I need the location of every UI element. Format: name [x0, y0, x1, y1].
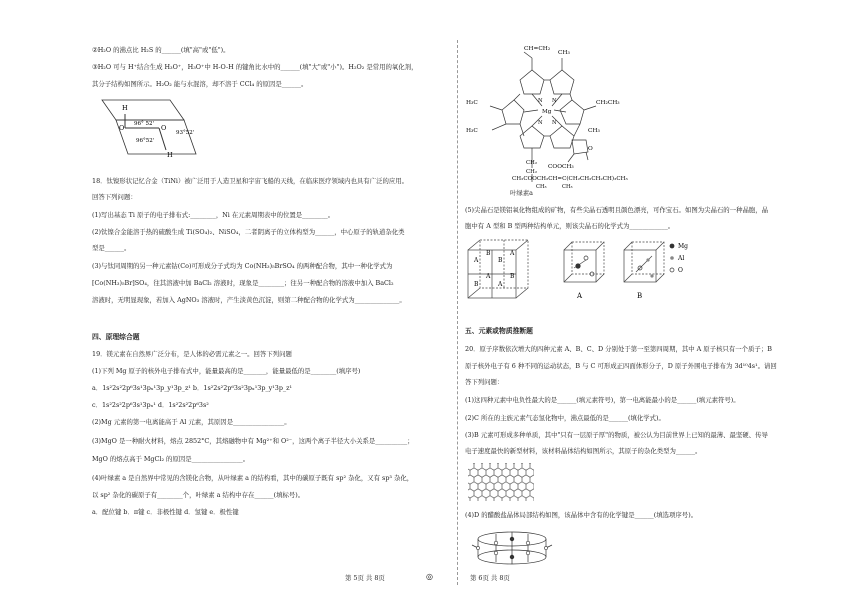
legend-mg-label: Mg	[678, 243, 688, 250]
chl-label-h3c-left: H₃C	[466, 100, 478, 106]
chl-label-ch3-right: CH₃	[588, 128, 600, 134]
chl-label-n1: N	[538, 98, 543, 104]
copper-acetate-structure-figure	[466, 525, 558, 571]
spinel-cell-label-6: A	[498, 281, 503, 288]
spinel-cell-label-3: B	[498, 257, 503, 264]
section-5-heading: 五、元素或物质推断题	[465, 327, 533, 335]
h2o2-angle-bottom: 96°52'	[136, 138, 155, 144]
spinel-b-al-atom	[646, 258, 649, 261]
q18-2a: (2)钛镍合金能溶于热的硫酸生成 Ti(SO₄)₂、NiSO₄，二者阴离子的立体构型为______，中心原子的轨道杂化类	[92, 228, 405, 236]
o-atom-1	[494, 541, 498, 545]
q18-3b: [Co(NH₃)₅Br]SO₄，往其溶液中加 BaCl₂ 溶液时，现象是________；往另一种配合物的溶液中加入 BaCl₂	[92, 279, 394, 287]
q20-stem-a: 20．原子序数依次增大的四种元素 A、B、C、D 分别处于第一至第四周期，其中 A 原子核只有一个质子；B	[465, 345, 772, 353]
chl-label-vinyl: CH=CH₂	[524, 46, 551, 52]
q18-2b: 型是______。	[92, 244, 131, 252]
page-number-left: 第 5页 共 8页	[345, 574, 385, 582]
legend-o-label: O	[678, 267, 683, 274]
h2o2-o-left: O	[119, 124, 125, 132]
spinel-a-o-atom	[584, 256, 588, 260]
legend-o-marker	[670, 268, 674, 272]
q20-2: (2)C 所在的主族元素气态氢化物中，沸点最低的是______(填化学式)。	[465, 414, 665, 422]
spinel-unit-cell-figure	[466, 238, 696, 302]
q19-1: (1)下列 Mg 原子的核外电子排布式中，能量最高的是_______，能量最低的是________(填序号)	[92, 367, 361, 375]
spinel-b-al-atom-2	[650, 274, 653, 277]
h2o2-h-bottom: H	[167, 151, 173, 159]
chl-label-ch3-top: CH₃	[558, 50, 570, 56]
graphene-structure-figure	[466, 461, 536, 503]
legend-al-label: Al	[678, 255, 685, 262]
q19-5a: (5)尖晶石是镁铝氧化物组成的矿物，有些尖晶石透明且颜色漂亮，可作宝石。如图为尖晶石的一种晶胞，晶	[465, 206, 769, 214]
q18-3a: (3)与钛同周期的另一种元素钴(Co)可形成分子式均为 Co(NH₃)₅BrSO₄ 的两种配合物，其中一种化学式为	[92, 262, 393, 270]
section-4-heading: 四、原理综合题	[92, 333, 140, 341]
q19-4a: (4)叶绿素 a 是自然界中常见的含镁化合物，从叶绿素 a 的结构看，其中的碳原子既有 sp² 杂化，又有 sp³ 杂化，	[92, 474, 414, 482]
chl-label-ch3-b2: CH₃	[562, 184, 573, 190]
spinel-cell-label-1: A	[474, 257, 479, 264]
chl-label-o: O	[588, 146, 593, 152]
chl-label-ethyl: CH₂CH₃	[596, 100, 620, 106]
spinel-cell-label-5: B	[474, 281, 479, 288]
h2o2-angle-right: 93°52'	[176, 130, 195, 136]
chl-label-n2: N	[552, 98, 557, 104]
o-atom-3	[494, 551, 498, 555]
chl-label-ch2-b: CH₂	[526, 169, 537, 175]
cu-atom-2	[510, 555, 514, 559]
chl-label-phytyl: CH₂COOCH₂CH=C(CH₂CH₂CH₂CH)₃CH₃	[512, 176, 628, 182]
chl-label-n3: N	[538, 120, 543, 126]
o-atom-4	[526, 551, 530, 555]
chl-label-h3c-lower: H₃C	[466, 128, 478, 134]
q17-line-3a: ③H₂O 可与 H⁺结合生成 H₃O⁺，H₃O⁺中 H-O-H 的键角比水中的______(填"大"或"小")。H₂O₂ 是常用的氧化剂，	[92, 63, 418, 71]
page-number-right: 第 6页 共 8页	[470, 574, 510, 582]
legend-mg-marker	[670, 244, 675, 249]
cu-atom-1	[510, 537, 514, 541]
binding-mark-icon: ◎	[426, 572, 433, 581]
q19-3a: (3)MgO 是一种耐火材料，熔点 2852°C，其熔融物中有 Mg²⁺和 O²⁻，这两个离子半径大小关系是__________；	[92, 437, 414, 445]
chlorophyll-a-structure-figure	[462, 40, 642, 190]
chl-label-mg: Mg	[542, 109, 552, 115]
q18-prompt: 回答下列问题：	[92, 193, 137, 201]
spinel-unit-a-label: A	[577, 292, 583, 300]
q17-line-2: ②H₂O 的沸点比 H₂S 的______(填"高"或"低")。	[92, 46, 230, 54]
q19-3b: MgO 的熔点高于 MgCl₂ 的原因是________________。	[92, 455, 250, 463]
chlorophyll-caption: 叶绿素a	[510, 189, 533, 197]
c-atom-1	[476, 546, 479, 549]
h2o2-h-top: H	[122, 104, 128, 112]
q19-options-cd: c．1s²2s²2p⁶3s¹3pₓ¹ d．1s²2s²2p⁶3s²	[92, 401, 209, 409]
chl-label-ch3-b1: CH₃	[536, 184, 547, 190]
q18-1: (1)写出基态 Ti 原子的电子排布式:________，Ni 在元素周期表中的位置是________。	[92, 211, 335, 219]
q18-3c: 溶液时，无明显现象，若加入 AgNO₃ 溶液时，产生淡黄色沉淀，则第二种配合物的化学式为______________。	[92, 296, 406, 304]
q18-stem: 18．钛镍形状记忆合金（TiNi）被广泛用于人造卫星和宇宙飞船的天线，在临床医疗领域内也具有广泛的应用。	[92, 177, 409, 185]
q19-5b: 胞中有 A 型和 B 型两种结构单元，则该尖晶石的化学式为____________。	[465, 222, 675, 230]
spinel-cell-label-8: B	[510, 273, 515, 280]
column-divider	[457, 40, 458, 585]
spinel-a-mg-atom	[575, 263, 580, 268]
q19-options-ab: a．1s²2s²2p⁶3s¹3pₓ¹3p_y¹3p_z¹ b．1s²2s²2p⁶3s²3pₓ¹3p_y¹3p_z¹	[92, 384, 293, 392]
q20-prompt: 答下列问题：	[465, 378, 504, 386]
c-atom-2	[544, 546, 547, 549]
spinel-cell-label-7: A	[486, 273, 491, 280]
chl-label-ch2-a: CH₂	[526, 160, 537, 166]
spinel-cell-label-2: B	[486, 250, 491, 257]
spinel-unit-b-label: B	[637, 292, 643, 300]
chl-label-n4: N	[552, 120, 557, 126]
q19-2: (2)Mg 元素的第一电离能高于 Al 元素，其原因是________________。	[92, 418, 291, 426]
q20-3a: (3)B 元素可形成多种单质，其中"只有一层原子厚"的物质，被公认为目前世界上已知的最薄、最坚硬、传导	[465, 431, 768, 439]
q20-3b: 电子速度最快的新型材料，该材料晶体结构如图所示，其原子的杂化类型为______。	[465, 447, 702, 455]
q20-1: (1)这四种元素中电负性最大的是______(填元素符号)，第一电离能最小的是______(填元素符号)。	[465, 396, 740, 404]
h2o2-structure-figure	[96, 98, 216, 164]
h2o2-o-right: O	[161, 124, 167, 132]
o-atom-2	[526, 541, 530, 545]
chl-label-cooch3: COOCH₃	[548, 164, 574, 170]
q19-4-options: a．配位键 b．π键 c．非极性键 d．氢键 e．极性键	[92, 508, 239, 516]
q19-4b: 以 sp² 杂化的碳原子有________个，叶绿素 a 结构中存在______(填标号)。	[92, 491, 305, 499]
legend-al-marker	[670, 256, 674, 260]
q20-stem-b: 原子核外电子有 6 种不同的运动状态，B 与 C 可形成正四面体形分子，D 原子外围电子排布为 3d¹⁰4s¹。请回	[465, 362, 777, 370]
q20-4: (4)D 的醋酸盐晶体局部结构如图，该晶体中含有的化学键是______(填选项序号)。	[465, 511, 698, 519]
spinel-cell-label-4: A	[510, 250, 515, 257]
h2o2-angle-top: 96° 52'	[134, 121, 155, 127]
q17-line-3b: 其分子结构如图所示。H₂O₂ 能与水混溶，却不溶于 CCl₄ 的原因是______。	[92, 80, 308, 88]
q19-stem: 19．镁元素在自然界广泛分布，是人体的必需元素之一。回答下列问题	[92, 350, 292, 358]
